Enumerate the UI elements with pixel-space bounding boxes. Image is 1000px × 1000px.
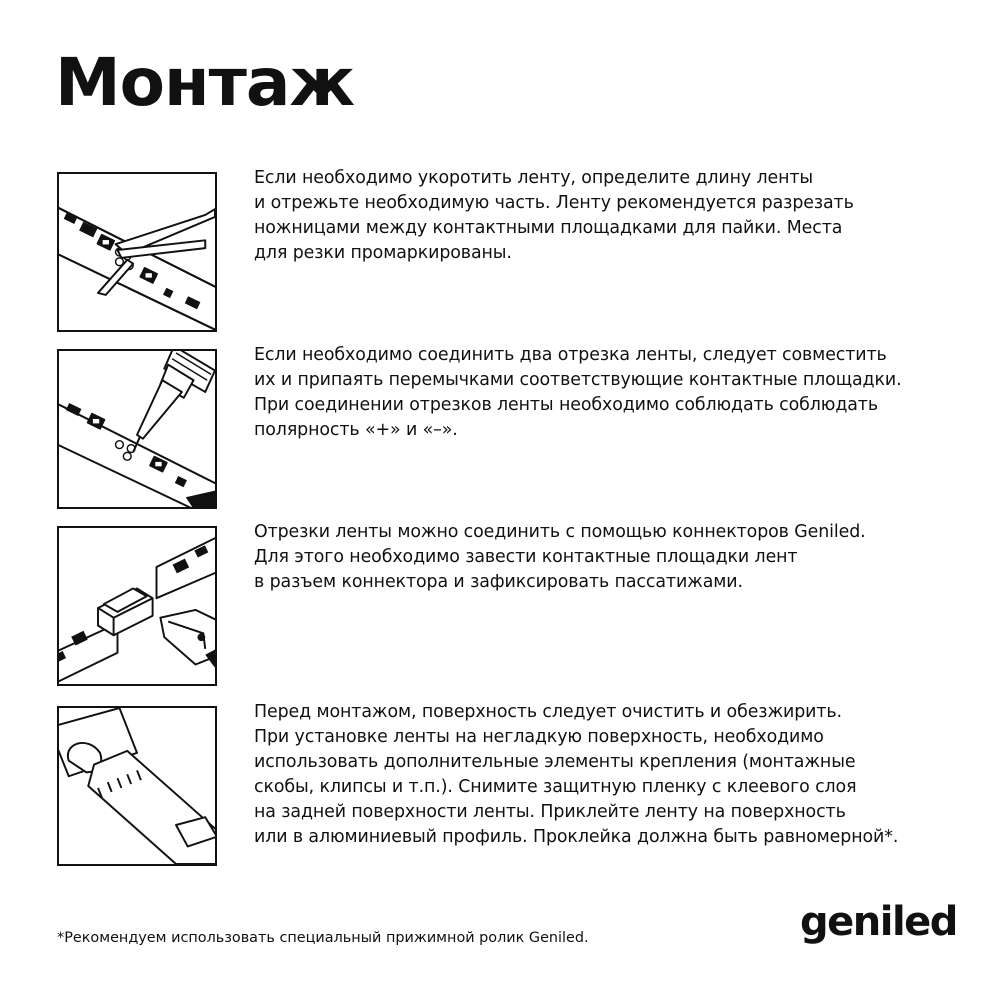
footnote: *Рекомендуем использовать специальный прижимной ролик Geniled. [57, 930, 589, 946]
step-text: Перед монтажом, поверхность следует очистить и обезжирить. При установке ленты на негладкую поверхность, необходимо использовать дополнительные элементы крепления (монтажные скобы, клипсы и т.п.). Снимите защитную пленку с клеевого слоя на задней поверхности ленты. Приклейте ленту на поверхность или в алюминиевый профиль. Проклейка должна быть равномерной*. [254, 702, 899, 847]
page-title: Монтаж [55, 44, 355, 121]
peeling-adhesive-tape-icon [57, 706, 217, 866]
geniled-logo: geniled [800, 899, 957, 945]
step-text: Если необходимо укоротить ленту, определите длину ленты и отрежьте необходимую часть. Ленту рекомендуется разрезать ножницами между контактными площадками для пайки. Места для резки промаркированы. [254, 168, 854, 263]
scissors-cutting-strip-icon [57, 172, 217, 332]
step-text: Отрезки ленты можно соединить с помощью коннекторов Geniled. Для этого необходимо завести контактные площадки лент в разъем коннектора и зафиксировать пассатижами. [254, 522, 866, 592]
step-text: Если необходимо соединить два отрезка ленты, следует совместить их и припаять перемычками соответствующие контактные площадки. При соединении отрезков ленты необходимо соблюдать соблюдать полярность «+» и «–». [254, 345, 902, 440]
soldering-iron-icon [57, 349, 217, 509]
connector-and-pliers-icon [57, 526, 217, 686]
